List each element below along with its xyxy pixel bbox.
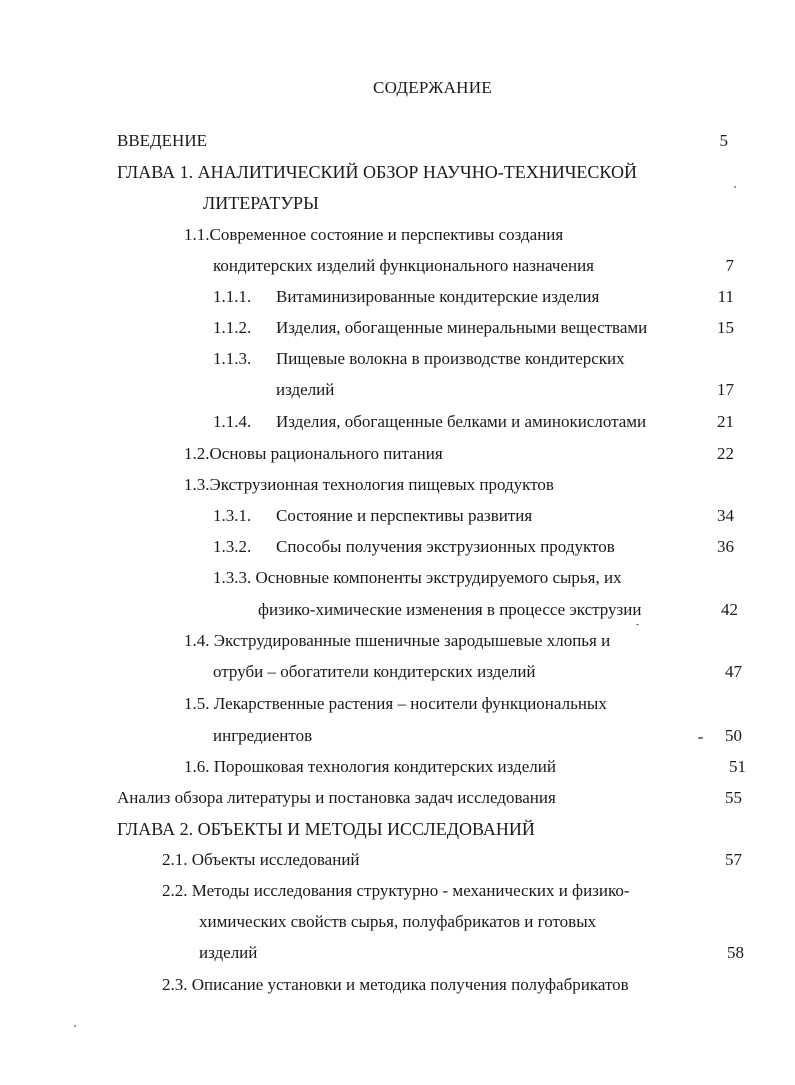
toc-entry-introduction: ВВЕДЕНИЕ	[117, 131, 207, 150]
toc-page-number: 11	[717, 287, 734, 306]
toc-entry-analysis: Анализ обзора литературы и постановка задач исследования	[117, 788, 556, 807]
toc-entry-1-3-3-cont: физико-химические изменения в процессе экструзии	[258, 600, 642, 619]
toc-page-number: 55	[725, 788, 742, 807]
toc-entry-1-3-1-number: 1.3.1.	[213, 506, 252, 525]
scan-speck	[698, 737, 703, 739]
toc-entry-2-1: 2.1. Объекты исследований	[162, 850, 360, 869]
toc-page-number: 22	[717, 444, 734, 463]
toc-entry-1-1-2: Изделия, обогащенные минеральными веществами	[276, 318, 648, 337]
toc-entry-1-6: 1.6. Порошковая технология кондитерских изделий	[184, 757, 556, 776]
toc-entry-1-1-3-cont: изделий	[276, 380, 335, 399]
toc-entry-1-3-2: Способы получения экструзионных продуктов	[276, 537, 615, 556]
toc-entry-1-1-3: Пищевые волокна в производстве кондитерских	[276, 349, 625, 368]
toc-page-number: 47	[725, 662, 742, 681]
toc-page-number: 5	[719, 131, 728, 150]
toc-entry-1-3-1: Состояние и перспективы развития	[276, 506, 533, 525]
scan-speck	[734, 186, 736, 188]
toc-entry-2-3: 2.3. Описание установки и методика получения полуфабрикатов	[162, 975, 629, 994]
toc-entry-2-2: 2.2. Методы исследования структурно - механических и физико-	[162, 881, 630, 900]
toc-entry-1-1-4: Изделия, обогащенные белками и аминокислотами	[276, 412, 647, 431]
toc-entry-2-2-cont: изделий	[199, 943, 258, 962]
toc-page-number: 50	[725, 726, 742, 745]
toc-page-number: 7	[725, 256, 734, 275]
toc-title: СОДЕРЖАНИЕ	[372, 78, 493, 97]
toc-entry-1-5-cont: ингредиентов	[213, 726, 313, 745]
toc-entry-chapter-1-cont: ЛИТЕРАТУРЫ	[203, 193, 319, 213]
toc-page-number: 21	[717, 412, 734, 431]
toc-page-number: 58	[727, 943, 744, 962]
toc-entry-1-4: 1.4. Экструдированные пшеничные зародышевые хлопья и	[184, 631, 611, 650]
toc-entry-1-3-2-number: 1.3.2.	[213, 537, 252, 556]
toc-entry-1-1-3-number: 1.1.3.	[213, 349, 252, 368]
scan-speck	[74, 1025, 76, 1027]
toc-page-number: 17	[717, 380, 734, 399]
toc-entry-1-4-cont: отруби – обогатители кондитерских изделий	[213, 662, 536, 681]
toc-entry-1-1-4-number: 1.1.4.	[213, 412, 252, 431]
toc-entry-1-5: 1.5. Лекарственные растения – носители функциональных	[184, 694, 607, 713]
toc-entry-chapter-1: ГЛАВА 1. АНАЛИТИЧЕСКИЙ ОБЗОР НАУЧНО-ТЕХНИЧЕСКОЙ	[117, 162, 637, 182]
toc-page-number: 42	[721, 600, 738, 619]
toc-entry-1-1-cont: кондитерских изделий функционального назначения	[213, 256, 594, 275]
toc-page-number: 15	[717, 318, 734, 337]
toc-page-number: 51	[729, 757, 746, 776]
toc-entry-1-3: 1.3.Экструзионная технология пищевых продуктов	[184, 475, 554, 494]
toc-entry-1-1: 1.1.Современное состояние и перспективы создания	[184, 225, 564, 244]
toc-entry-2-2-cont: химических свойств сырья, полуфабрикатов и готовых	[199, 912, 597, 931]
toc-entry-1-1-2-number: 1.1.2.	[213, 318, 252, 337]
toc-entry-1-1-1: Витаминизированные кондитерские изделия	[276, 287, 600, 306]
toc-entry-1-1-1-number: 1.1.1.	[213, 287, 252, 306]
toc-entry-1-2: 1.2.Основы рационального питания	[184, 444, 443, 463]
toc-entry-chapter-2: ГЛАВА 2. ОБЪЕКТЫ И МЕТОДЫ ИССЛЕДОВАНИЙ	[117, 819, 535, 839]
toc-entry-1-3-3: 1.3.3. Основные компоненты экструдируемого сырья, их	[213, 568, 622, 587]
scan-speck	[636, 624, 639, 625]
toc-page-number: 36	[717, 537, 734, 556]
toc-page-number: 34	[717, 506, 734, 525]
toc-page-number: 57	[725, 850, 742, 869]
